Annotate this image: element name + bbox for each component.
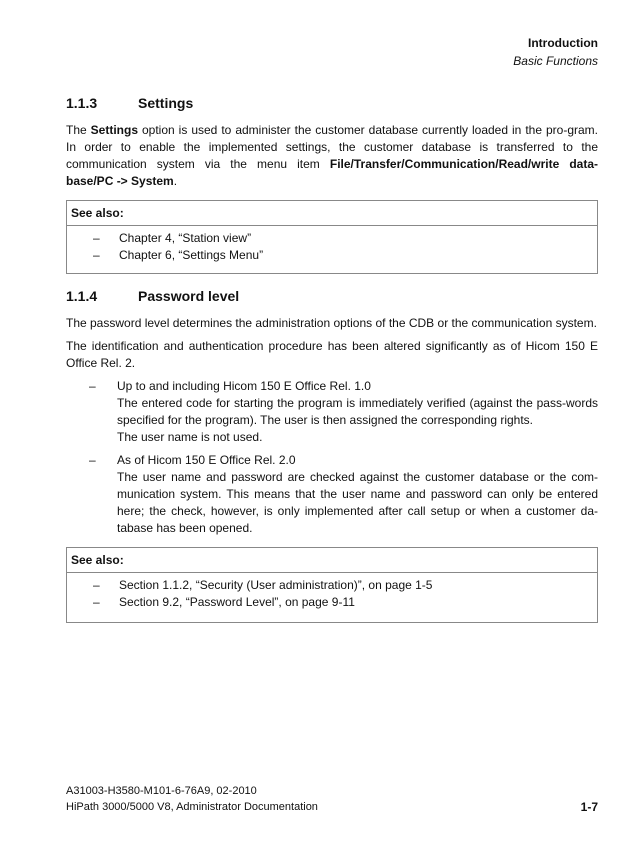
section-number: 1.1.3	[66, 95, 98, 111]
list-item: – Up to and including Hicom 150 E Office Rel. 1.0 The entered code for starting the program is immediately verified (against the pass-words specified for the program). The user is then assigned the corresponding rights. The user name is not used.	[89, 379, 598, 444]
page-number: 1-7	[580, 800, 598, 814]
header-chapter: Introduction	[528, 36, 598, 50]
document-id: A31003-H3580-M101-6-76A9, 02-2010	[66, 785, 257, 797]
section-password-level	[66, 288, 598, 623]
section-settings	[66, 95, 598, 274]
document-title: HiPath 3000/5000 V8, Administrator Documentation	[66, 801, 318, 813]
running-header	[513, 34, 598, 70]
see-also-title: See also:	[67, 201, 597, 226]
see-also-box	[66, 547, 598, 623]
page-footer	[66, 783, 598, 815]
see-also-title: See also:	[67, 548, 597, 573]
header-section: Basic Functions	[513, 54, 598, 68]
section-title: Password level	[138, 288, 240, 304]
section-heading	[66, 288, 598, 305]
list-item: – Section 9.2, “Password Level”, on page 9-11	[93, 595, 355, 609]
section-title: Settings	[138, 95, 194, 111]
section-heading	[66, 95, 598, 112]
list-item: – Section 1.1.2, “Security (User administration)”, on page 1-5	[93, 578, 433, 592]
list-item: – Chapter 6, “Settings Menu”	[93, 248, 264, 262]
release-list	[66, 378, 598, 537]
settings-paragraph: The Settings option is used to administer the customer database currently loaded in the pro-gram. In order to enable the implemented settings, the customer database is transferred to the communication system via the menu item File/Transfer/Communication/Read/write data-base/PC -> System.	[66, 123, 599, 188]
section-number: 1.1.4	[66, 288, 98, 304]
list-item: – As of Hicom 150 E Office Rel. 2.0 The user name and password are checked against the customer database or the com-munication system. This means that the user name and password can only be entered here; the check, however, is only implemented after call setup or when a customer da-tabase has been opened.	[89, 453, 598, 535]
see-also-box	[66, 200, 598, 274]
password-paragraph-1: The password level determines the administration options of the CDB or the communication system.	[66, 316, 597, 330]
password-paragraph-2: The identification and authentication procedure has been altered significantly as of Hicom 150 E Office Rel. 2.	[66, 339, 598, 370]
list-item: – Chapter 4, “Station view”	[93, 231, 252, 245]
